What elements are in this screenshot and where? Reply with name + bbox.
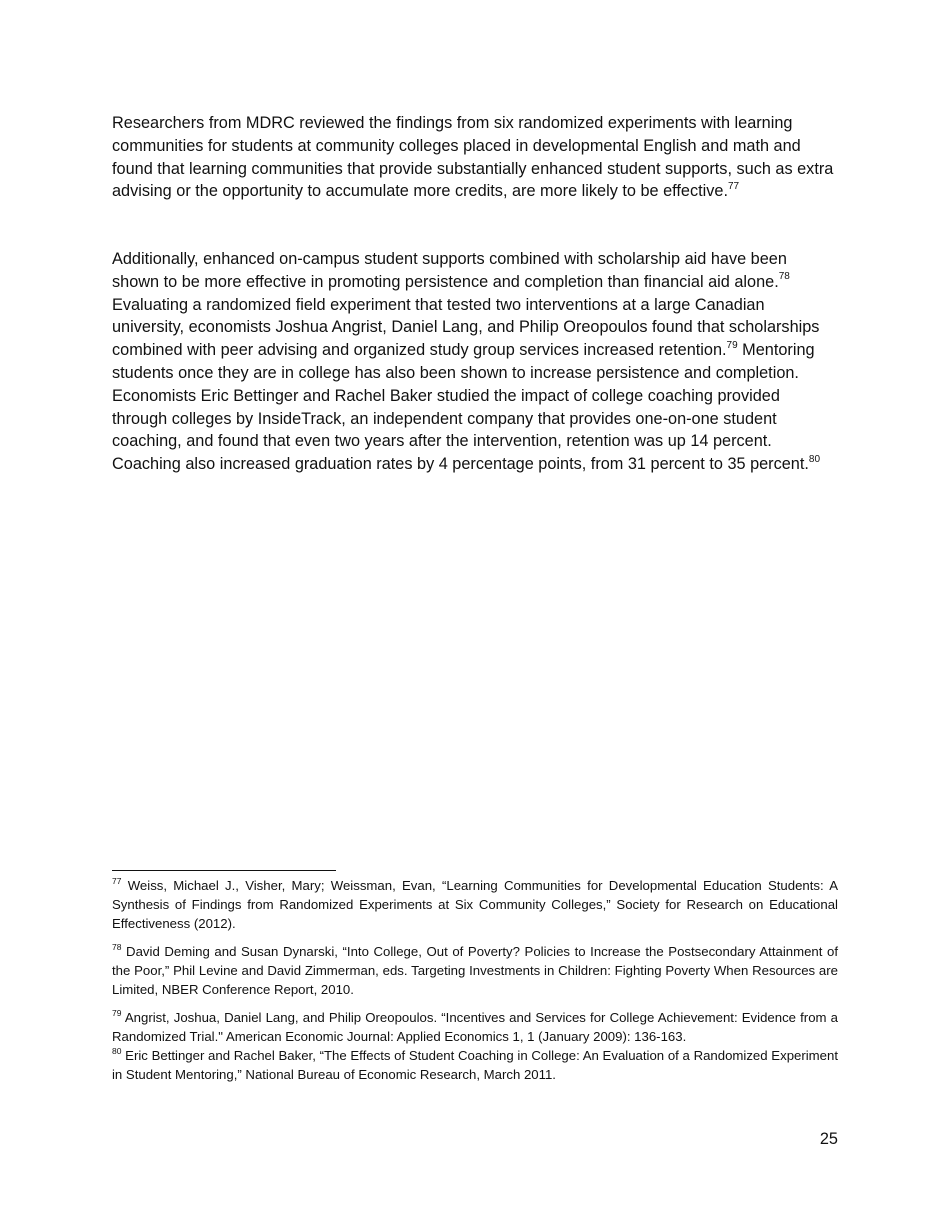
- footnote-reference-80[interactable]: 80: [808, 453, 821, 465]
- footnotes-section: [112, 876, 838, 1084]
- paragraph-text: Mentoring students once they are in college has also been shown to increase persistence and completion. Economists Eric Bettinger and Rachel Baker studied the impact of college coaching provided through colleges by InsideTrack, an independent company that provides one-on-one student coaching, and found that even two years after the intervention, retention was up 14 percent. Coaching also increased graduation rates by 4 percentage points, from 31 percent to 35 percent.: [112, 341, 815, 474]
- footnote-text: David Deming and Susan Dynarski, “Into College, Out of Poverty? Policies to Increase the Postsecondary Attainment of the Poor,” Phil Levine and David Zimmerman, eds. Targeting Investments in Children: Fighting Poverty When Resources are Limited, NBER Conference Report, 2010.: [112, 944, 838, 997]
- paragraph-text: Evaluating a randomized field experiment that tested two interventions at a large Canadian university, economists Joshua Angrist, Daniel Lang, and Philip Oreopoulos found that scholarships combined with peer advising and organized study group services increased retention.: [112, 295, 820, 360]
- body-paragraph-2: [112, 248, 838, 476]
- footnote-reference-78[interactable]: 78: [778, 271, 790, 283]
- footnote-79: [112, 1008, 838, 1046]
- footnote-number: 79: [112, 1007, 122, 1018]
- footnote-text: Angrist, Joshua, Daniel Lang, and Philip Oreopoulos. “Incentives and Services for College Achievement: Evidence from a Randomized Trial." American Economic Journal: Applied Economics 1, 1 (January 2009): 136-163.: [112, 1010, 838, 1044]
- footnote-77: [112, 876, 838, 933]
- footnote-text: Weiss, Michael J., Visher, Mary; Weissman, Evan, “Learning Communities for Developmental Education Students: A Synthesis of Findings from Randomized Experiments at Six Community Colleges,” Society for Research on Educational Effectiveness (2012).: [112, 878, 838, 931]
- footnote-number: 77: [112, 875, 122, 886]
- body-paragraph-1: [112, 112, 838, 203]
- page-number: 25: [819, 1130, 838, 1148]
- paragraph-text: Researchers from MDRC reviewed the findings from six randomized experiments with learning communities for students at community colleges placed in developmental English and math and found that learning communities that provide substantially enhanced student supports, such as extra advising or the opportunity to accumulate more credits, are more likely to be effective.: [112, 114, 834, 201]
- paragraph-text: Additionally, enhanced on-campus student supports combined with scholarship aid have been shown to be more effective in promoting persistence and completion than financial aid alone.: [112, 250, 787, 291]
- footnote-78: [112, 942, 838, 999]
- footnote-80: [112, 1046, 838, 1084]
- footnote-number: 80: [112, 1045, 122, 1056]
- footnote-number: 78: [112, 941, 122, 952]
- footnote-reference-79[interactable]: 79: [726, 339, 738, 351]
- footnote-separator: [112, 870, 336, 871]
- footnote-text: Eric Bettinger and Rachel Baker, “The Effects of Student Coaching in College: An Evaluation of a Randomized Experiment in Student Mentoring,” National Bureau of Economic Research, March 2011.: [112, 1048, 838, 1082]
- footnote-reference-77[interactable]: 77: [727, 180, 740, 192]
